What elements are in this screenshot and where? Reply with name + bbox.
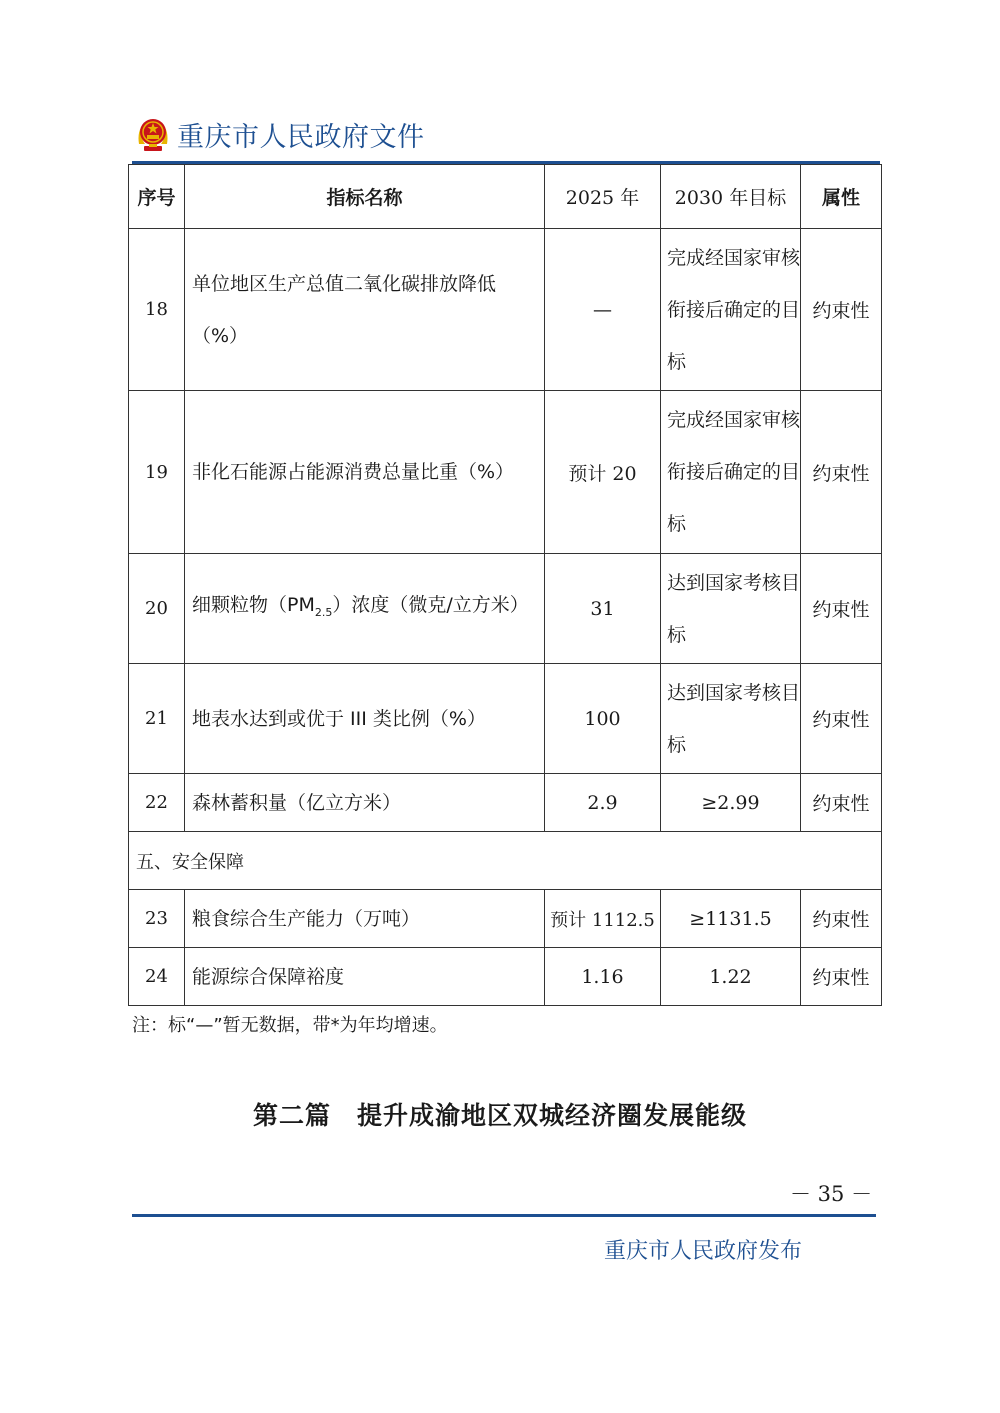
chapter-heading bbox=[0, 1096, 1000, 1132]
row-number: 23 bbox=[129, 890, 185, 948]
target-2030: 完成经国家审核衔接后确定的目标 bbox=[661, 391, 801, 554]
document-header bbox=[135, 112, 425, 156]
target-2030: 达到国家考核目标 bbox=[661, 554, 801, 664]
footer-divider bbox=[132, 1214, 876, 1217]
page-number: － 35 － bbox=[790, 1182, 873, 1206]
indicator-name-part: 细颗粒物（PM bbox=[192, 593, 315, 616]
attribute: 约束性 bbox=[801, 948, 882, 1006]
attribute: 约束性 bbox=[801, 229, 882, 391]
value-2025: — bbox=[545, 229, 661, 391]
target-2030: ≥1131.5 bbox=[661, 890, 801, 948]
indicator-name-part: ）浓度（微克/立方米） bbox=[332, 593, 529, 616]
column-header: 序号 bbox=[129, 165, 185, 229]
attribute: 约束性 bbox=[801, 554, 882, 664]
table-note: 注：标“—”暂无数据，带*为年均增速。 bbox=[132, 1015, 448, 1036]
indicator-name bbox=[185, 554, 545, 664]
target-2030: 1.22 bbox=[661, 948, 801, 1006]
column-header: 2025 年 bbox=[545, 165, 661, 229]
indicator-name: 非化石能源占能源消费总量比重（%） bbox=[185, 391, 545, 554]
chapter-title: 提升成渝地区双城经济圈发展能级 bbox=[357, 1101, 748, 1130]
column-header: 指标名称 bbox=[185, 165, 545, 229]
value-2025: 100 bbox=[545, 664, 661, 774]
attribute: 约束性 bbox=[801, 890, 882, 948]
attribute: 约束性 bbox=[801, 774, 882, 832]
value-2025: 2.9 bbox=[545, 774, 661, 832]
attribute: 约束性 bbox=[801, 391, 882, 554]
national-emblem-icon bbox=[135, 114, 171, 154]
column-header: 属性 bbox=[801, 165, 882, 229]
column-header: 2030 年目标 bbox=[661, 165, 801, 229]
value-2025: 预计 1112.5 bbox=[545, 890, 661, 948]
header-title: 重庆市人民政府文件 bbox=[177, 121, 425, 153]
row-number: 18 bbox=[129, 229, 185, 391]
footer-publisher: 重庆市人民政府发布 bbox=[604, 1239, 803, 1264]
indicator-name: 地表水达到或优于 III 类比例（%） bbox=[185, 664, 545, 774]
table-row bbox=[129, 948, 882, 1006]
table-row bbox=[129, 391, 882, 554]
target-2030: 完成经国家审核衔接后确定的目标 bbox=[661, 229, 801, 391]
table-row bbox=[129, 554, 882, 664]
indicator-name: 能源综合保障裕度 bbox=[185, 948, 545, 1006]
section-row bbox=[129, 832, 882, 890]
indicator-name: 单位地区生产总值二氧化碳排放降低（%） bbox=[185, 229, 545, 391]
indicator-name: 森林蓄积量（亿立方米） bbox=[185, 774, 545, 832]
value-2025: 1.16 bbox=[545, 948, 661, 1006]
table-row bbox=[129, 774, 882, 832]
row-number: 24 bbox=[129, 948, 185, 1006]
row-number: 20 bbox=[129, 554, 185, 664]
section-heading: 五、安全保障 bbox=[129, 832, 882, 890]
attribute: 约束性 bbox=[801, 664, 882, 774]
table-row bbox=[129, 229, 882, 391]
pm-subscript: 2.5 bbox=[314, 605, 333, 619]
target-2030: ≥2.99 bbox=[661, 774, 801, 832]
table-row bbox=[129, 664, 882, 774]
row-number: 22 bbox=[129, 774, 185, 832]
value-2025: 预计 20 bbox=[545, 391, 661, 554]
chapter-part: 第二篇 bbox=[252, 1101, 331, 1130]
row-number: 19 bbox=[129, 391, 185, 554]
indicator-name: 粮食综合生产能力（万吨） bbox=[185, 890, 545, 948]
indicator-table bbox=[128, 164, 882, 1006]
target-2030: 达到国家考核目标 bbox=[661, 664, 801, 774]
table-header-row bbox=[129, 165, 882, 229]
row-number: 21 bbox=[129, 664, 185, 774]
table-row bbox=[129, 890, 882, 948]
value-2025: 31 bbox=[545, 554, 661, 664]
